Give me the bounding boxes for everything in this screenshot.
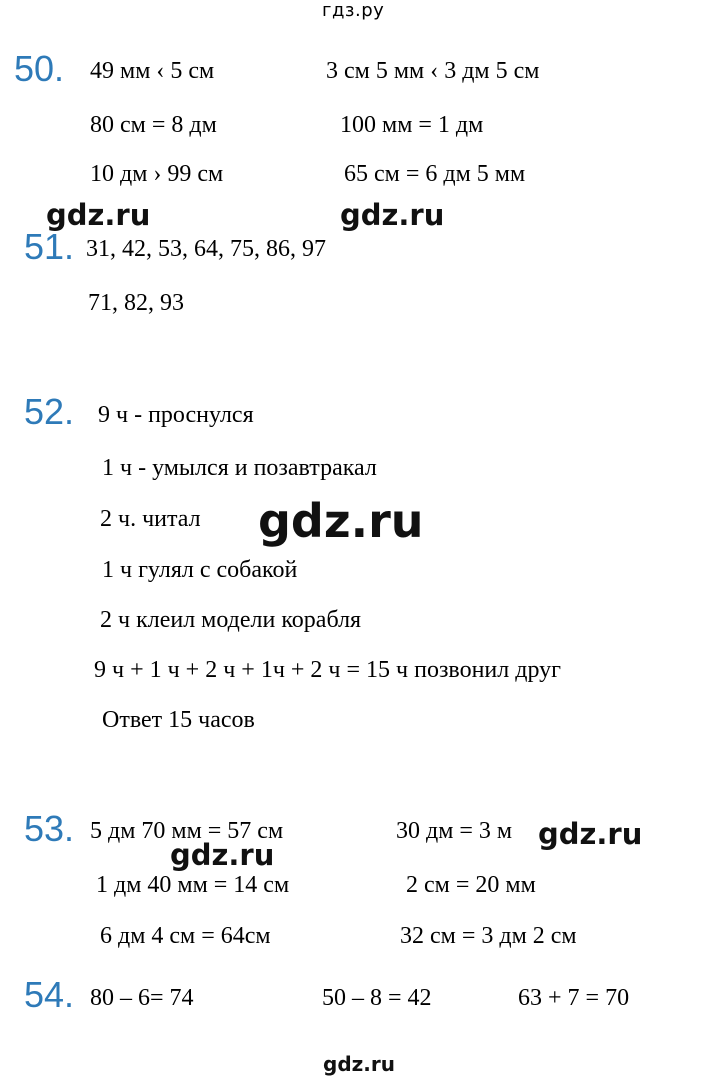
task-52-line-2: 1 ч - умылся и позавтракал	[102, 455, 377, 481]
task-50-line-1-right: 3 см 5 мм ‹ 3 дм 5 см	[326, 58, 540, 84]
task-50-line-3-right: 65 см = 6 дм 5 мм	[344, 161, 526, 187]
task-53-number: 53.	[24, 808, 75, 849]
task-53-line-3-left: 6 дм 4 см = 64см	[100, 923, 271, 949]
watermark: gdz.ru	[170, 838, 275, 872]
task-54-item-3: 63 + 7 = 70	[518, 985, 630, 1011]
task-50-line-2-left: 80 см = 8 дм	[90, 112, 217, 138]
task-52-line-3: 2 ч. читал	[100, 506, 201, 532]
task-52-line-1: 9 ч - проснулся	[98, 402, 254, 428]
task-54-item-1: 80 – 6= 74	[90, 985, 194, 1011]
task-51-line-2: 71, 82, 93	[88, 290, 184, 316]
task-54-number: 54.	[24, 974, 75, 1015]
watermark: gdz.ru	[46, 198, 151, 232]
task-53-line-3-right: 32 см = 3 дм 2 см	[400, 923, 577, 949]
task-51-line-1: 31, 42, 53, 64, 75, 86, 97	[86, 236, 326, 262]
watermark: gdz.ru	[340, 198, 445, 232]
watermark: gdz.ru	[538, 817, 643, 851]
task-51-number: 51.	[24, 226, 75, 267]
task-53-line-2-left: 1 дм 40 мм = 14 см	[96, 872, 290, 898]
task-52-line-4: 1 ч гулял с собакой	[102, 557, 298, 583]
task-50-number: 50.	[14, 48, 65, 89]
task-50-line-1-left: 49 мм ‹ 5 см	[90, 58, 215, 84]
task-53-line-2-right: 2 см = 20 мм	[406, 872, 536, 898]
task-52-line-6: 9 ч + 1 ч + 2 ч + 1ч + 2 ч = 15 ч позвонил друг	[94, 657, 561, 683]
task-52-number: 52.	[24, 391, 75, 432]
task-50-line-2-right: 100 мм = 1 дм	[340, 112, 484, 138]
site-header: гдз.ру	[322, 0, 385, 21]
task-54-item-2: 50 – 8 = 42	[322, 985, 432, 1011]
task-52-answer: Ответ 15 часов	[102, 707, 255, 733]
task-50-line-3-left: 10 дм › 99 см	[90, 161, 224, 187]
watermark: gdz.ru	[258, 494, 424, 548]
footer-watermark: gdz.ru	[323, 1052, 395, 1076]
task-52-line-5: 2 ч клеил модели корабля	[100, 607, 362, 633]
task-53-line-1-right: 30 дм = 3 м	[396, 818, 513, 844]
task-53-line-1-left: 5 дм 70 мм = 57 см	[90, 818, 284, 844]
